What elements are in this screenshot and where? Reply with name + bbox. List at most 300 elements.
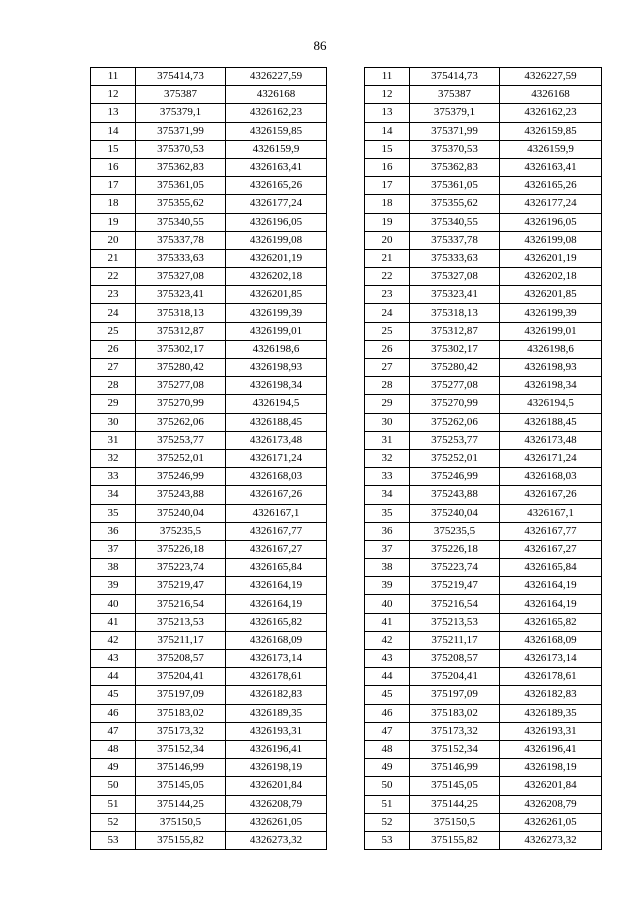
table-row <box>365 631 602 649</box>
y-coordinate-cell: 4326201,85 <box>226 286 327 304</box>
table-row <box>365 759 602 777</box>
point-number-cell: 15 <box>365 140 410 158</box>
x-coordinate-cell: 375370,53 <box>136 140 226 158</box>
y-coordinate-cell: 4326198,34 <box>500 377 602 395</box>
table-row <box>365 340 602 358</box>
x-coordinate-cell: 375370,53 <box>410 140 500 158</box>
x-coordinate-cell: 375146,99 <box>136 759 226 777</box>
x-coordinate-cell: 375340,55 <box>410 213 500 231</box>
x-coordinate-cell: 375262,06 <box>410 413 500 431</box>
x-coordinate-cell: 375414,73 <box>410 68 500 86</box>
point-number-cell: 50 <box>91 777 136 795</box>
table-row <box>91 813 327 831</box>
x-coordinate-cell: 375155,82 <box>136 831 226 849</box>
x-coordinate-cell: 375146,99 <box>410 759 500 777</box>
table-row <box>91 540 327 558</box>
y-coordinate-cell: 4326165,82 <box>226 613 327 631</box>
table-row <box>365 813 602 831</box>
y-coordinate-cell: 4326182,83 <box>500 686 602 704</box>
table-row <box>365 522 602 540</box>
point-number-cell: 16 <box>365 158 410 176</box>
x-coordinate-cell: 375150,5 <box>410 813 500 831</box>
point-number-cell: 24 <box>365 304 410 322</box>
point-number-cell: 51 <box>365 795 410 813</box>
x-coordinate-cell: 375302,17 <box>136 340 226 358</box>
y-coordinate-cell: 4326164,19 <box>500 595 602 613</box>
point-number-cell: 26 <box>365 340 410 358</box>
point-number-cell: 29 <box>91 395 136 413</box>
point-number-cell: 53 <box>365 831 410 849</box>
point-number-cell: 45 <box>365 686 410 704</box>
x-coordinate-cell: 375216,54 <box>410 595 500 613</box>
table-row <box>365 486 602 504</box>
point-number-cell: 46 <box>91 704 136 722</box>
y-coordinate-cell: 4326159,85 <box>226 122 327 140</box>
point-number-cell: 44 <box>91 668 136 686</box>
point-number-cell: 52 <box>365 813 410 831</box>
y-coordinate-cell: 4326198,19 <box>500 759 602 777</box>
point-number-cell: 40 <box>365 595 410 613</box>
table-row <box>91 249 327 267</box>
y-coordinate-cell: 4326167,27 <box>500 540 602 558</box>
y-coordinate-cell: 4326202,18 <box>500 268 602 286</box>
y-coordinate-cell: 4326178,61 <box>226 668 327 686</box>
table-row <box>365 158 602 176</box>
point-number-cell: 47 <box>365 722 410 740</box>
y-coordinate-cell: 4326208,79 <box>500 795 602 813</box>
x-coordinate-cell: 375355,62 <box>136 195 226 213</box>
point-number-cell: 14 <box>365 122 410 140</box>
point-number-cell: 25 <box>365 322 410 340</box>
table-row <box>91 722 327 740</box>
point-number-cell: 36 <box>365 522 410 540</box>
y-coordinate-cell: 4326159,9 <box>500 140 602 158</box>
y-coordinate-cell: 4326199,39 <box>226 304 327 322</box>
y-coordinate-cell: 4326196,41 <box>500 740 602 758</box>
point-number-cell: 42 <box>91 631 136 649</box>
x-coordinate-cell: 375173,32 <box>410 722 500 740</box>
table-row <box>91 322 327 340</box>
x-coordinate-cell: 375379,1 <box>136 104 226 122</box>
y-coordinate-cell: 4326165,84 <box>500 559 602 577</box>
y-coordinate-cell: 4326193,31 <box>500 722 602 740</box>
point-number-cell: 17 <box>365 177 410 195</box>
x-coordinate-cell: 375150,5 <box>136 813 226 831</box>
x-coordinate-cell: 375152,34 <box>410 740 500 758</box>
y-coordinate-cell: 4326167,77 <box>226 522 327 540</box>
x-coordinate-cell: 375337,78 <box>136 231 226 249</box>
x-coordinate-cell: 375414,73 <box>136 68 226 86</box>
y-coordinate-cell: 4326201,85 <box>500 286 602 304</box>
y-coordinate-cell: 4326168,09 <box>226 631 327 649</box>
table-row <box>365 540 602 558</box>
y-coordinate-cell: 4326201,84 <box>226 777 327 795</box>
x-coordinate-cell: 375223,74 <box>410 559 500 577</box>
x-coordinate-cell: 375362,83 <box>136 158 226 176</box>
y-coordinate-cell: 4326273,32 <box>226 831 327 849</box>
x-coordinate-cell: 375340,55 <box>136 213 226 231</box>
x-coordinate-cell: 375144,25 <box>410 795 500 813</box>
x-coordinate-cell: 375246,99 <box>410 468 500 486</box>
table-row <box>91 613 327 631</box>
table-row <box>365 322 602 340</box>
table-row <box>91 158 327 176</box>
y-coordinate-cell: 4326168 <box>500 86 602 104</box>
table-body-right <box>365 68 602 850</box>
table-row <box>365 413 602 431</box>
x-coordinate-cell: 375213,53 <box>136 613 226 631</box>
table-row <box>365 559 602 577</box>
table-row <box>365 304 602 322</box>
point-number-cell: 13 <box>91 104 136 122</box>
table-row <box>91 595 327 613</box>
x-coordinate-cell: 375253,77 <box>410 431 500 449</box>
y-coordinate-cell: 4326164,19 <box>226 595 327 613</box>
x-coordinate-cell: 375355,62 <box>410 195 500 213</box>
table-row <box>365 377 602 395</box>
y-coordinate-cell: 4326227,59 <box>500 68 602 86</box>
y-coordinate-cell: 4326198,34 <box>226 377 327 395</box>
y-coordinate-cell: 4326201,19 <box>500 249 602 267</box>
point-number-cell: 31 <box>365 431 410 449</box>
point-number-cell: 43 <box>365 650 410 668</box>
table-row <box>365 359 602 377</box>
table-row <box>91 268 327 286</box>
table-row <box>365 286 602 304</box>
point-number-cell: 39 <box>365 577 410 595</box>
y-coordinate-cell: 4326173,14 <box>500 650 602 668</box>
table-row <box>365 577 602 595</box>
table-row <box>365 140 602 158</box>
x-coordinate-cell: 375277,08 <box>410 377 500 395</box>
point-number-cell: 33 <box>91 468 136 486</box>
y-coordinate-cell: 4326168,03 <box>500 468 602 486</box>
table-row <box>365 231 602 249</box>
y-coordinate-cell: 4326199,08 <box>226 231 327 249</box>
x-coordinate-cell: 375333,63 <box>410 249 500 267</box>
point-number-cell: 19 <box>365 213 410 231</box>
table-row <box>91 522 327 540</box>
table-row <box>91 449 327 467</box>
x-coordinate-cell: 375333,63 <box>136 249 226 267</box>
table-row <box>91 359 327 377</box>
y-coordinate-cell: 4326167,26 <box>500 486 602 504</box>
point-number-cell: 24 <box>91 304 136 322</box>
y-coordinate-cell: 4326168,03 <box>226 468 327 486</box>
point-number-cell: 20 <box>91 231 136 249</box>
table-row <box>91 777 327 795</box>
x-coordinate-cell: 375361,05 <box>410 177 500 195</box>
page-number: 86 <box>313 38 327 53</box>
table-row <box>91 395 327 413</box>
y-coordinate-cell: 4326164,19 <box>500 577 602 595</box>
table-row <box>365 395 602 413</box>
y-coordinate-cell: 4326198,6 <box>226 340 327 358</box>
table-row <box>91 231 327 249</box>
y-coordinate-cell: 4326165,26 <box>500 177 602 195</box>
point-number-cell: 28 <box>365 377 410 395</box>
x-coordinate-cell: 375183,02 <box>136 704 226 722</box>
point-number-cell: 13 <box>365 104 410 122</box>
x-coordinate-cell: 375204,41 <box>136 668 226 686</box>
x-coordinate-cell: 375216,54 <box>136 595 226 613</box>
y-coordinate-cell: 4326164,19 <box>226 577 327 595</box>
y-coordinate-cell: 4326201,84 <box>500 777 602 795</box>
table-row <box>91 195 327 213</box>
point-number-cell: 40 <box>91 595 136 613</box>
table-row <box>365 595 602 613</box>
point-number-cell: 33 <box>365 468 410 486</box>
y-coordinate-cell: 4326193,31 <box>226 722 327 740</box>
table-row <box>365 268 602 286</box>
x-coordinate-cell: 375312,87 <box>410 322 500 340</box>
point-number-cell: 41 <box>365 613 410 631</box>
y-coordinate-cell: 4326199,01 <box>500 322 602 340</box>
table-row <box>91 795 327 813</box>
y-coordinate-cell: 4326261,05 <box>226 813 327 831</box>
table-row <box>91 831 327 849</box>
table-row <box>365 650 602 668</box>
table-row <box>91 140 327 158</box>
table-body-left <box>91 68 327 850</box>
point-number-cell: 28 <box>91 377 136 395</box>
point-number-cell: 50 <box>365 777 410 795</box>
point-number-cell: 21 <box>91 249 136 267</box>
x-coordinate-cell: 375219,47 <box>136 577 226 595</box>
point-number-cell: 22 <box>91 268 136 286</box>
point-number-cell: 22 <box>365 268 410 286</box>
table-row <box>91 304 327 322</box>
y-coordinate-cell: 4326165,84 <box>226 559 327 577</box>
y-coordinate-cell: 4326177,24 <box>226 195 327 213</box>
point-number-cell: 37 <box>91 540 136 558</box>
table-row <box>91 559 327 577</box>
point-number-cell: 46 <box>365 704 410 722</box>
point-number-cell: 19 <box>91 213 136 231</box>
y-coordinate-cell: 4326196,05 <box>226 213 327 231</box>
point-number-cell: 30 <box>365 413 410 431</box>
y-coordinate-cell: 4326173,14 <box>226 650 327 668</box>
point-number-cell: 41 <box>91 613 136 631</box>
point-number-cell: 38 <box>365 559 410 577</box>
y-coordinate-cell: 4326201,19 <box>226 249 327 267</box>
table-row <box>91 504 327 522</box>
y-coordinate-cell: 4326159,85 <box>500 122 602 140</box>
point-number-cell: 23 <box>365 286 410 304</box>
y-coordinate-cell: 4326198,93 <box>226 359 327 377</box>
y-coordinate-cell: 4326167,1 <box>500 504 602 522</box>
point-number-cell: 48 <box>365 740 410 758</box>
table-row <box>365 177 602 195</box>
point-number-cell: 11 <box>365 68 410 86</box>
table-row <box>365 613 602 631</box>
y-coordinate-cell: 4326202,18 <box>226 268 327 286</box>
x-coordinate-cell: 375219,47 <box>410 577 500 595</box>
point-number-cell: 51 <box>91 795 136 813</box>
point-number-cell: 47 <box>91 722 136 740</box>
table-row <box>91 377 327 395</box>
table-row <box>91 104 327 122</box>
x-coordinate-cell: 375371,99 <box>410 122 500 140</box>
y-coordinate-cell: 4326165,82 <box>500 613 602 631</box>
table-row <box>365 468 602 486</box>
y-coordinate-cell: 4326162,23 <box>226 104 327 122</box>
y-coordinate-cell: 4326167,77 <box>500 522 602 540</box>
table-row <box>91 340 327 358</box>
x-coordinate-cell: 375226,18 <box>136 540 226 558</box>
table-row <box>365 704 602 722</box>
y-coordinate-cell: 4326196,41 <box>226 740 327 758</box>
x-coordinate-cell: 375213,53 <box>410 613 500 631</box>
x-coordinate-cell: 375243,88 <box>410 486 500 504</box>
y-coordinate-cell: 4326198,93 <box>500 359 602 377</box>
x-coordinate-cell: 375252,01 <box>410 449 500 467</box>
x-coordinate-cell: 375323,41 <box>136 286 226 304</box>
coordinates-table-left <box>90 67 327 850</box>
x-coordinate-cell: 375197,09 <box>136 686 226 704</box>
x-coordinate-cell: 375145,05 <box>410 777 500 795</box>
point-number-cell: 38 <box>91 559 136 577</box>
table-row <box>365 431 602 449</box>
point-number-cell: 11 <box>91 68 136 86</box>
y-coordinate-cell: 4326178,61 <box>500 668 602 686</box>
x-coordinate-cell: 375208,57 <box>136 650 226 668</box>
point-number-cell: 35 <box>365 504 410 522</box>
table-row <box>91 577 327 595</box>
point-number-cell: 21 <box>365 249 410 267</box>
y-coordinate-cell: 4326194,5 <box>226 395 327 413</box>
point-number-cell: 49 <box>365 759 410 777</box>
table-row <box>365 722 602 740</box>
point-number-cell: 27 <box>365 359 410 377</box>
table-row <box>365 831 602 849</box>
table-row <box>365 795 602 813</box>
table-row <box>365 777 602 795</box>
point-number-cell: 34 <box>91 486 136 504</box>
x-coordinate-cell: 375211,17 <box>136 631 226 649</box>
table-row <box>91 431 327 449</box>
x-coordinate-cell: 375371,99 <box>136 122 226 140</box>
table-row <box>91 704 327 722</box>
point-number-cell: 34 <box>365 486 410 504</box>
point-number-cell: 36 <box>91 522 136 540</box>
point-number-cell: 23 <box>91 286 136 304</box>
x-coordinate-cell: 375253,77 <box>136 431 226 449</box>
point-number-cell: 35 <box>91 504 136 522</box>
x-coordinate-cell: 375270,99 <box>410 395 500 413</box>
table-row <box>365 195 602 213</box>
point-number-cell: 27 <box>91 359 136 377</box>
x-coordinate-cell: 375361,05 <box>136 177 226 195</box>
table-row <box>91 86 327 104</box>
table-row <box>365 213 602 231</box>
x-coordinate-cell: 375262,06 <box>136 413 226 431</box>
y-coordinate-cell: 4326163,41 <box>500 158 602 176</box>
y-coordinate-cell: 4326199,08 <box>500 231 602 249</box>
x-coordinate-cell: 375155,82 <box>410 831 500 849</box>
y-coordinate-cell: 4326189,35 <box>500 704 602 722</box>
x-coordinate-cell: 375240,04 <box>410 504 500 522</box>
x-coordinate-cell: 375379,1 <box>410 104 500 122</box>
y-coordinate-cell: 4326173,48 <box>500 431 602 449</box>
y-coordinate-cell: 4326168 <box>226 86 327 104</box>
table-row <box>365 122 602 140</box>
y-coordinate-cell: 4326167,1 <box>226 504 327 522</box>
table-row <box>91 486 327 504</box>
point-number-cell: 43 <box>91 650 136 668</box>
table-row <box>365 449 602 467</box>
x-coordinate-cell: 375387 <box>136 86 226 104</box>
x-coordinate-cell: 375318,13 <box>136 304 226 322</box>
point-number-cell: 49 <box>91 759 136 777</box>
y-coordinate-cell: 4326177,24 <box>500 195 602 213</box>
y-coordinate-cell: 4326194,5 <box>500 395 602 413</box>
table-row <box>91 177 327 195</box>
point-number-cell: 45 <box>91 686 136 704</box>
table-row <box>365 104 602 122</box>
y-coordinate-cell: 4326189,35 <box>226 704 327 722</box>
point-number-cell: 30 <box>91 413 136 431</box>
y-coordinate-cell: 4326196,05 <box>500 213 602 231</box>
x-coordinate-cell: 375318,13 <box>410 304 500 322</box>
x-coordinate-cell: 375387 <box>410 86 500 104</box>
table-row <box>365 504 602 522</box>
point-number-cell: 15 <box>91 140 136 158</box>
point-number-cell: 52 <box>91 813 136 831</box>
y-coordinate-cell: 4326198,19 <box>226 759 327 777</box>
table-row <box>91 650 327 668</box>
y-coordinate-cell: 4326208,79 <box>226 795 327 813</box>
x-coordinate-cell: 375173,32 <box>136 722 226 740</box>
point-number-cell: 32 <box>91 449 136 467</box>
y-coordinate-cell: 4326167,27 <box>226 540 327 558</box>
point-number-cell: 17 <box>91 177 136 195</box>
table-row <box>365 86 602 104</box>
y-coordinate-cell: 4326165,26 <box>226 177 327 195</box>
y-coordinate-cell: 4326159,9 <box>226 140 327 158</box>
y-coordinate-cell: 4326188,45 <box>500 413 602 431</box>
x-coordinate-cell: 375145,05 <box>136 777 226 795</box>
table-row <box>91 686 327 704</box>
table-row <box>365 68 602 86</box>
table-row <box>91 631 327 649</box>
x-coordinate-cell: 375152,34 <box>136 740 226 758</box>
point-number-cell: 26 <box>91 340 136 358</box>
point-number-cell: 14 <box>91 122 136 140</box>
y-coordinate-cell: 4326168,09 <box>500 631 602 649</box>
table-row <box>365 686 602 704</box>
point-number-cell: 18 <box>91 195 136 213</box>
x-coordinate-cell: 375144,25 <box>136 795 226 813</box>
point-number-cell: 44 <box>365 668 410 686</box>
y-coordinate-cell: 4326167,26 <box>226 486 327 504</box>
x-coordinate-cell: 375211,17 <box>410 631 500 649</box>
y-coordinate-cell: 4326273,32 <box>500 831 602 849</box>
x-coordinate-cell: 375197,09 <box>410 686 500 704</box>
y-coordinate-cell: 4326171,24 <box>226 449 327 467</box>
x-coordinate-cell: 375280,42 <box>136 359 226 377</box>
y-coordinate-cell: 4326227,59 <box>226 68 327 86</box>
point-number-cell: 37 <box>365 540 410 558</box>
x-coordinate-cell: 375183,02 <box>410 704 500 722</box>
table-row <box>365 249 602 267</box>
x-coordinate-cell: 375362,83 <box>410 158 500 176</box>
y-coordinate-cell: 4326198,6 <box>500 340 602 358</box>
x-coordinate-cell: 375235,5 <box>136 522 226 540</box>
table-row <box>91 122 327 140</box>
x-coordinate-cell: 375327,08 <box>136 268 226 286</box>
y-coordinate-cell: 4326188,45 <box>226 413 327 431</box>
